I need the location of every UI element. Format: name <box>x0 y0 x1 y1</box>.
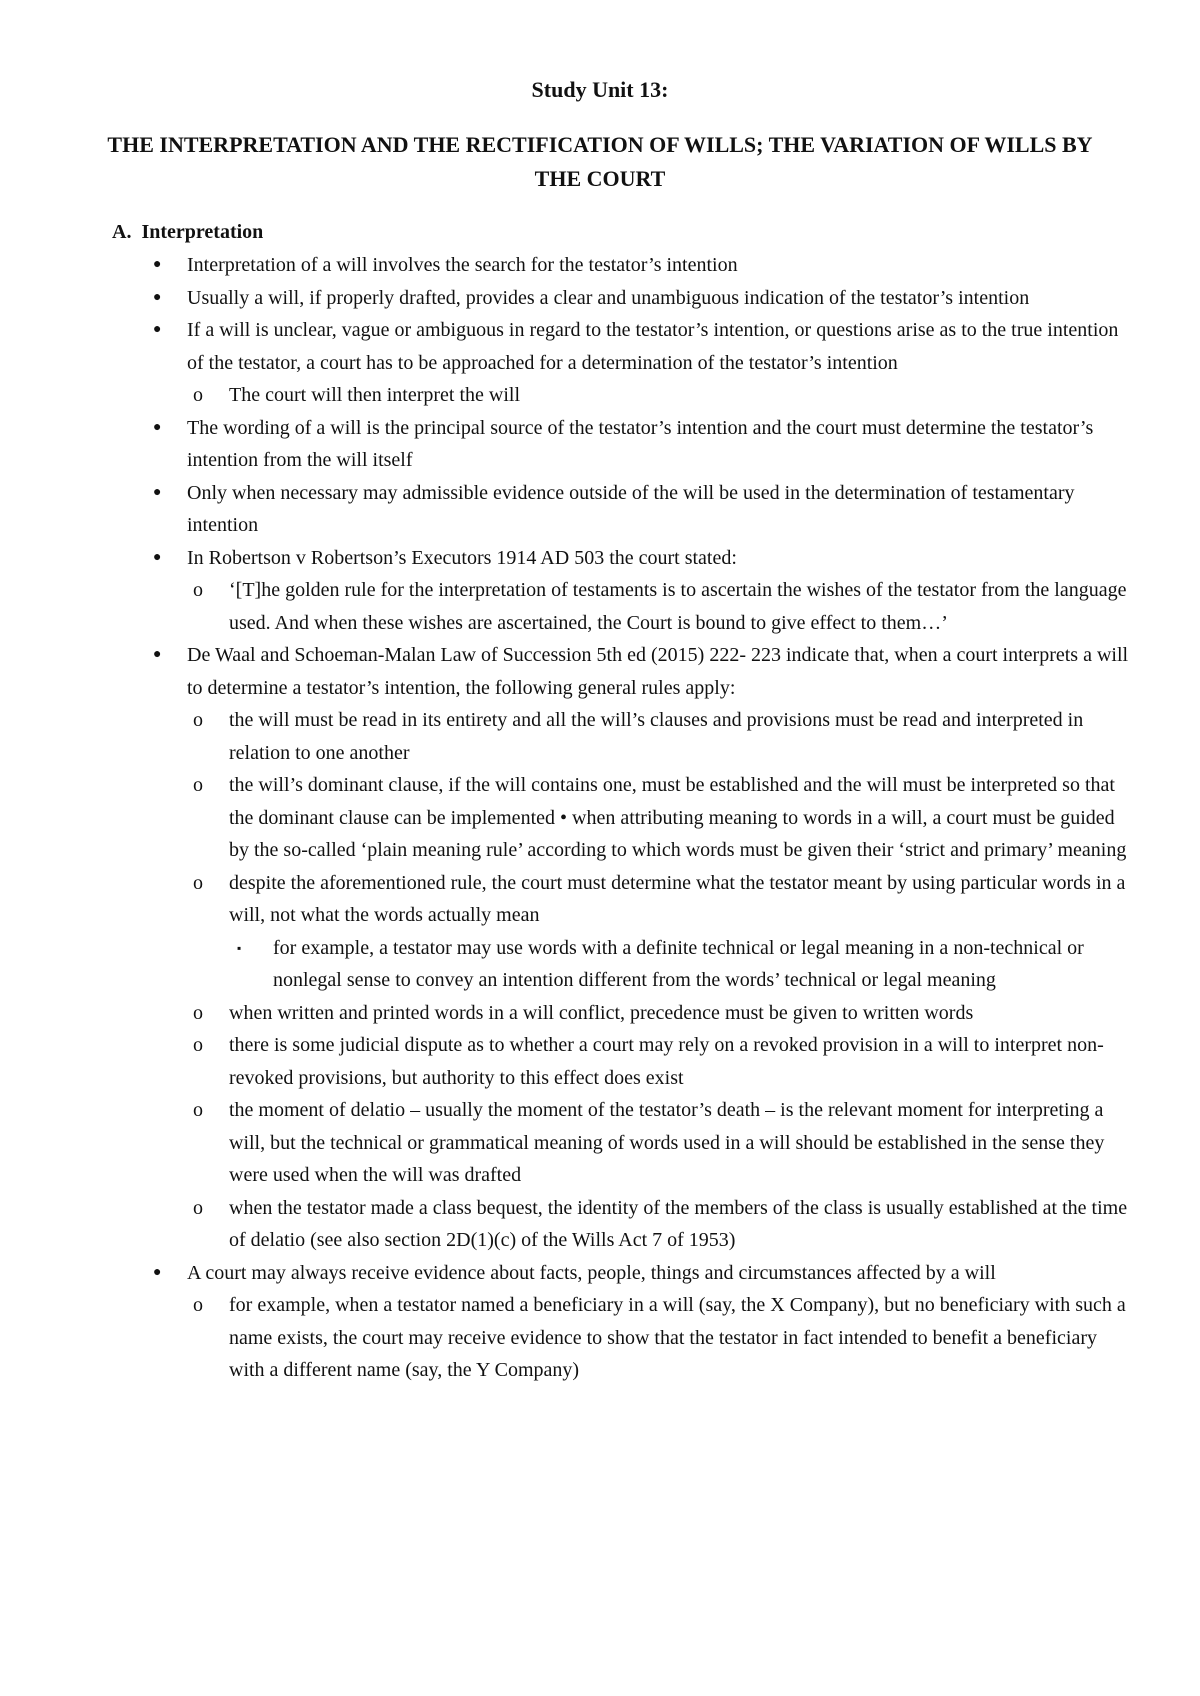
bullet-disc-icon: ● <box>153 549 162 565</box>
list-item-text: for example, when a testator named a beneficiary in a will (say, the X Company), but no beneficiary with such a name exists, the court may receive evidence to show that the testator in fact intended to benefit a beneficiary with a different name (say, the Y Company) <box>229 1294 1126 1381</box>
list-item-text: there is some judicial dispute as to whether a court may rely on a revoked provision in a will to interpret non-revoked provisions, but authority to this effect does exist <box>229 1034 1104 1089</box>
bullet-list <box>0 249 1200 1387</box>
list-item <box>0 314 1135 379</box>
bullet-square-icon: ▪ <box>237 940 242 955</box>
bullet-circle-icon: o <box>193 1034 203 1056</box>
list-item <box>0 997 1135 1030</box>
list-item <box>0 477 1135 542</box>
bullet-disc-icon: ● <box>153 484 162 500</box>
bullet-circle-icon: o <box>193 579 203 601</box>
bullet-circle-icon: o <box>193 774 203 796</box>
list-item <box>0 932 1135 997</box>
list-item-text: A court may always receive evidence about facts, people, things and circumstances affected by a will <box>187 1261 996 1284</box>
bullet-circle-icon: o <box>193 709 203 731</box>
list-item <box>0 1192 1135 1257</box>
list-item-text: despite the aforementioned rule, the court must determine what the testator meant by using particular words in a will, not what the words actually mean <box>229 871 1126 926</box>
list-item <box>0 704 1135 769</box>
list-item-text: when written and printed words in a will conflict, precedence must be given to written words <box>229 1001 974 1024</box>
list-item <box>0 379 1135 412</box>
bullet-disc-icon: ● <box>153 647 162 662</box>
list-item <box>0 769 1135 867</box>
bullet-circle-icon: o <box>193 871 203 894</box>
list-item <box>0 542 1135 575</box>
list-item <box>0 412 1135 477</box>
unit-title: Study Unit 13: <box>531 77 669 102</box>
list-item-text: The court will then interpret the will <box>229 384 521 406</box>
list-item-text: De Waal and Schoeman-Malan Law of Succession 5th ed (2015) 222- 223 indicate that, when a court interprets a will to determine a testator’s intention, the following general rules apply: <box>187 644 1129 699</box>
list-item <box>0 282 1135 315</box>
bullet-disc-icon: ● <box>153 419 162 435</box>
list-item-text: the moment of delatio – usually the moment of the testator’s death – is the relevant moment for interpreting a will, but the technical or grammatical meaning of words used in a will should be established in the sense they were used when the will was drafted <box>229 1099 1105 1186</box>
bullet-disc-icon: ● <box>153 257 162 272</box>
bullet-disc-icon: ● <box>153 322 162 337</box>
list-item <box>0 1029 1135 1094</box>
list-item <box>0 1289 1135 1387</box>
list-item-text: for example, a testator may use words with a definite technical or legal meaning in a non-technical or nonlegal sense to convey an intention different from the words’ technical or legal meaning <box>273 936 1084 991</box>
bullet-disc-icon: ● <box>153 1264 162 1280</box>
list-item-text: The wording of a will is the principal source of the testator’s intention and the court must determine the testator’s intention from the will itself <box>187 416 1094 471</box>
list-item <box>0 249 1135 282</box>
main-title: THE INTERPRETATION AND THE RECTIFICATION OF WILLS; THE VARIATION OF WILLS BY THE COURT <box>107 132 1093 191</box>
bullet-circle-icon: o <box>193 384 203 406</box>
list-item <box>0 574 1135 639</box>
list-item-text: Only when necessary may admissible evidence outside of the will be used in the determination of testamentary intention <box>187 481 1075 536</box>
bullet-circle-icon: o <box>193 1196 203 1219</box>
list-item-text: ‘[T]he golden rule for the interpretation of testaments is to ascertain the wishes of the testator from the language used. And when these wishes are ascertained, the Court is bound to give effect to them…’ <box>229 579 1127 634</box>
list-item-text: when the testator made a class bequest, the identity of the members of the class is usually established at the time of delatio (see also section 2D(1)(c) of the Wills Act 7 of 1953) <box>229 1196 1128 1251</box>
bullet-disc-icon: ● <box>153 289 162 305</box>
list-item-text: Usually a will, if properly drafted, provides a clear and unambiguous indication of the testator’s intention <box>187 286 1030 309</box>
list-item-text: If a will is unclear, vague or ambiguous in regard to the testator’s intention, or questions arise as to the true intention of the testator, a court has to be approached for a determination of the testator’s intention <box>187 319 1119 374</box>
section-heading: A. Interpretation <box>112 221 264 243</box>
list-item <box>0 1094 1135 1192</box>
bullet-circle-icon: o <box>193 1099 203 1121</box>
list-item-text: the will’s dominant clause, if the will contains one, must be established and the will must be interpreted so that the dominant clause can be implemented • when attributing meaning to words in a will, a court must be guided by the so-called ‘plain meaning rule’ according to which words must be given their ‘strict and primary’ meaning <box>229 774 1127 861</box>
list-item-text: In Robertson v Robertson’s Executors 1914 AD 503 the court stated: <box>187 546 737 569</box>
list-item-text: Interpretation of a will involves the search for the testator’s intention <box>187 254 738 276</box>
list-item <box>0 867 1135 932</box>
list-item <box>0 639 1135 704</box>
list-item-text: the will must be read in its entirety and all the will’s clauses and provisions must be read and interpreted in relation to one another <box>229 709 1084 764</box>
bullet-circle-icon: o <box>193 1001 203 1024</box>
bullet-circle-icon: o <box>193 1294 203 1316</box>
list-item <box>0 1257 1135 1290</box>
